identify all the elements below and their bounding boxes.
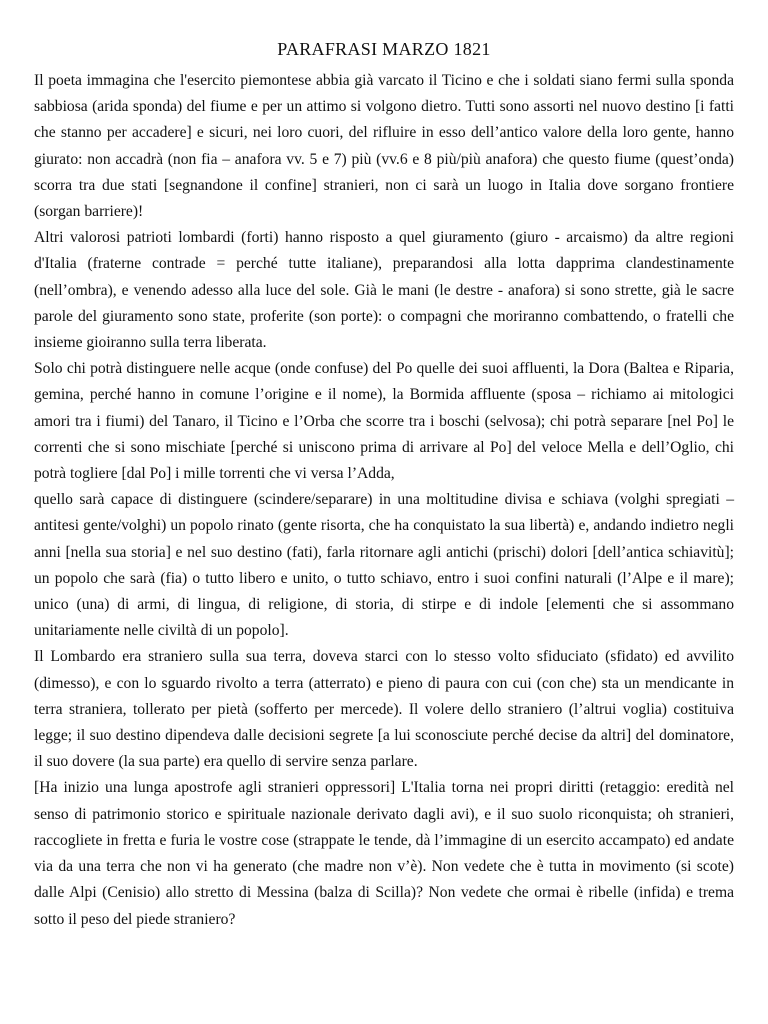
document-title: PARAFRASI MARZO 1821 [277,39,491,59]
paragraph-2: Altri valorosi patrioti lombardi (forti) hanno risposto a quel giuramento (giuro - arcaismo) da altre regioni d'Italia (fraterne contrade = perché tutte italiane), preparandosi alla lotta dapprima clandestinamente (nell’ombra), e venendo adesso alla luce del sole. Già le mani (le destre - anafora) si sono strette, già le sacre parole del giuramento sono state, proferite (son porte): o compagni che moriranno combattendo, o fratelli che insieme gioiranno sulla terra liberata. [34,229,734,352]
paragraph-1: Il poeta immagina che l'esercito piemontese abbia già varcato il Ticino e che i soldati siano fermi sulla sponda sabbiosa (arida sponda) del fiume e per un attimo si volgono dietro. Tutti sono assorti nel nuovo destino [i fatti che stanno per accadere] e sicuri, nei loro cuori, del rifluire in esso dell’antico valore della loro gente, hanno giurato: non accadrà (non fia – anafora vv. 5 e 7) più (vv.6 e 8 più/più anafora) che questo fiume (quest’onda) scorra tra due stati [segnandone il confine] stranieri, non ci sarà un luogo in Italia dove sorgano frontiere (sorgan barriere)! [34,72,734,221]
paragraph-6: [Ha inizio una lunga apostrofe agli stranieri oppressori] L'Italia torna nei propri diritti (retaggio: eredità nel senso di patrimonio storico e spirituale nazionale derivato dagli avi), e il suo suolo riconquista; oh stranieri, raccogliete in fretta e furia le vostre cose (strappate le tende, dà l’immagine di un esercito accampato) ed andate via da una terra che non vi ha generato (che madre non v’è). Non vedete che è tutta in movimento (si scote) dalle Alpi (Cenisio) allo stretto di Messina (balza di Scilla)? Non vedete che ormai è ribelle (infida) e trema sotto il peso del piede straniero? [34,779,734,928]
paragraph-3: Solo chi potrà distinguere nelle acque (onde confuse) del Po quelle dei suoi affluenti, la Dora (Baltea e Riparia, gemina, perché hanno in comune l’origine e il nome), la Bormida affluente (sposa – richiamo ai mitologici amori tra i fiumi) del Tanaro, il Ticino e l’Orba che scorre tra i boschi (selvosa); chi potrà separare [nel Po] le correnti che si sono mischiate [perché si uniscono prima di arrivare al Po] del veloce Mella e dell’Oglio, chi potrà togliere [dal Po] i mille torrenti che vi versa l’Adda, [34,360,734,483]
paragraph-5: Il Lombardo era straniero sulla sua terra, doveva starci con lo stesso volto sfiduciato (sfidato) ed avvilito (dimesso), e con lo sguardo rivolto a terra (atterrato) e pieno di paura con cui (con che) sta un mendicante in terra straniera, tollerato per pietà (sofferto per mercede). Il volere dello straniero (l’altrui voglia) costituiva legge; il suo destino dipendeva dalle decisioni segrete [a lui sconosciute perché decise da altri] del dominatore, il suo dovere (la sua parte) era quello di servire senza parlare. [34,648,734,771]
paragraph-4: quello sarà capace di distinguere (scindere/separare) in una moltitudine divisa e schiava (volghi spregiati – antitesi gente/volghi) un popolo rinato (gente risorta, che ha conquistato la sua libertà) e, andando indietro negli anni [nella sua storia] e nel suo destino (fati), farla ritornare agli antichi (prischi) dolori [dell’antica schiavitù]; un popolo che sarà (fia) o tutto libero e unito, o tutto schiavo, entro i suoi confini naturali (l’Alpe e il mare); unico (una) di armi, di lingua, di religione, di storia, di stirpe e di indole [elementi che si assommano unitariamente nelle civiltà di un popolo]. [34,491,734,640]
